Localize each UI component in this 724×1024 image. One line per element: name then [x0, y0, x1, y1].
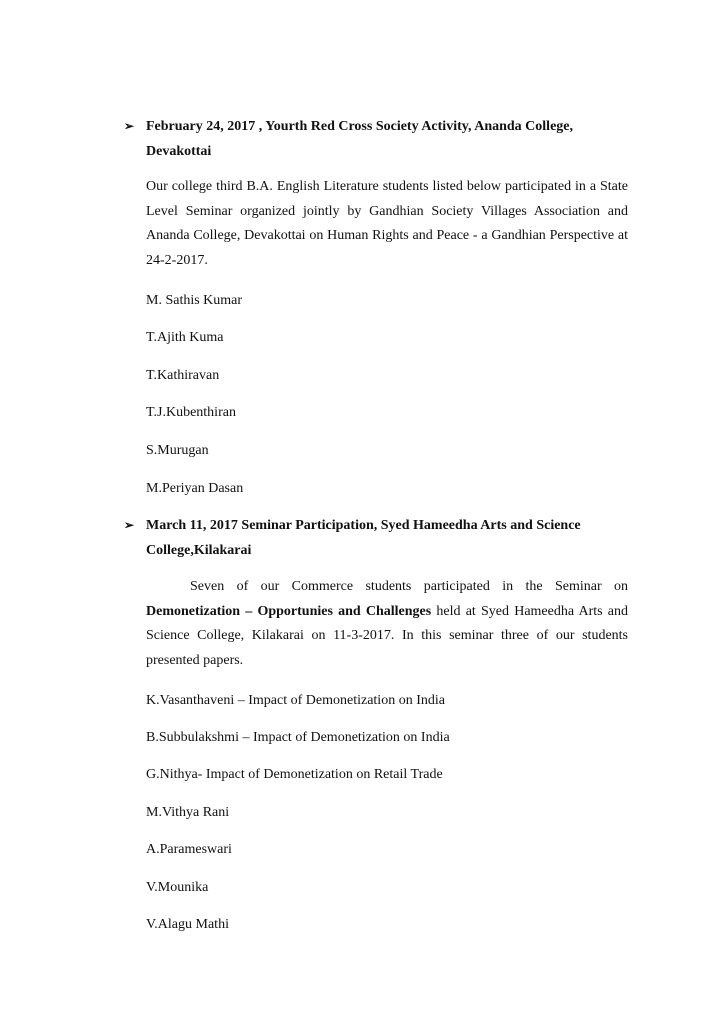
heading-line-2: Devakottai — [146, 144, 212, 159]
section-heading-mar-2017 — [124, 513, 628, 563]
participant-name: A.Parameswari — [146, 842, 232, 857]
participant-name: M.Periyan Dasan — [146, 481, 244, 496]
participant-name: V.Alagu Mathi — [146, 917, 229, 932]
participant-name: T.Ajith Kuma — [146, 330, 224, 345]
bullet-heading — [124, 513, 628, 563]
para-intro: Seven of our Commerce students participated in the Seminar on — [190, 579, 628, 594]
participant-name: M. Sathis Kumar — [146, 293, 243, 308]
section1-paragraph: Our college third B.A. English Literature students listed below participated in a State Level Seminar organized jointly by Gandhian Society Villages Association and Ananda College, Devakottai on Human Rights and Peace - a Gandhian Perspective at 24-2-2017. — [146, 179, 628, 268]
participant-name: G.Nithya- Impact of Demonetization on Retail Trade — [146, 767, 443, 782]
participant-name: K.Vasanthaveni – Impact of Demonetization on India — [146, 693, 445, 708]
heading-line-1: February 24, 2017 , Yourth Red Cross Society Activity, Ananda College, — [146, 119, 573, 134]
section2-paragraph — [146, 575, 628, 673]
arrow-bullet-icon: ➢ — [124, 119, 135, 133]
participant-name: V.Mounika — [146, 880, 209, 895]
heading-line-2: College,Kilakarai — [146, 543, 252, 558]
para-rest: held at Syed Hameedha Arts and Science College, Kilakarai on 11-3-2017. In this seminar three of our students presented papers. — [146, 603, 628, 668]
arrow-bullet-icon: ➢ — [124, 518, 135, 532]
heading-line-1: March 11, 2017 Seminar Participation, Syed Hameedha Arts and Science — [146, 518, 581, 533]
participant-name: T.Kathiravan — [146, 368, 220, 383]
section-heading-feb-2017 — [124, 114, 628, 164]
participant-name: B.Subbulakshmi – Impact of Demonetization on India — [146, 730, 450, 745]
bullet-heading — [124, 114, 628, 164]
participant-name: S.Murugan — [146, 443, 209, 458]
participant-name: T.J.Kubenthiran — [146, 405, 236, 420]
seminar-title: Demonetization – Opportunies and Challenges — [146, 603, 432, 619]
participant-name: M.Vithya Rani — [146, 805, 230, 820]
